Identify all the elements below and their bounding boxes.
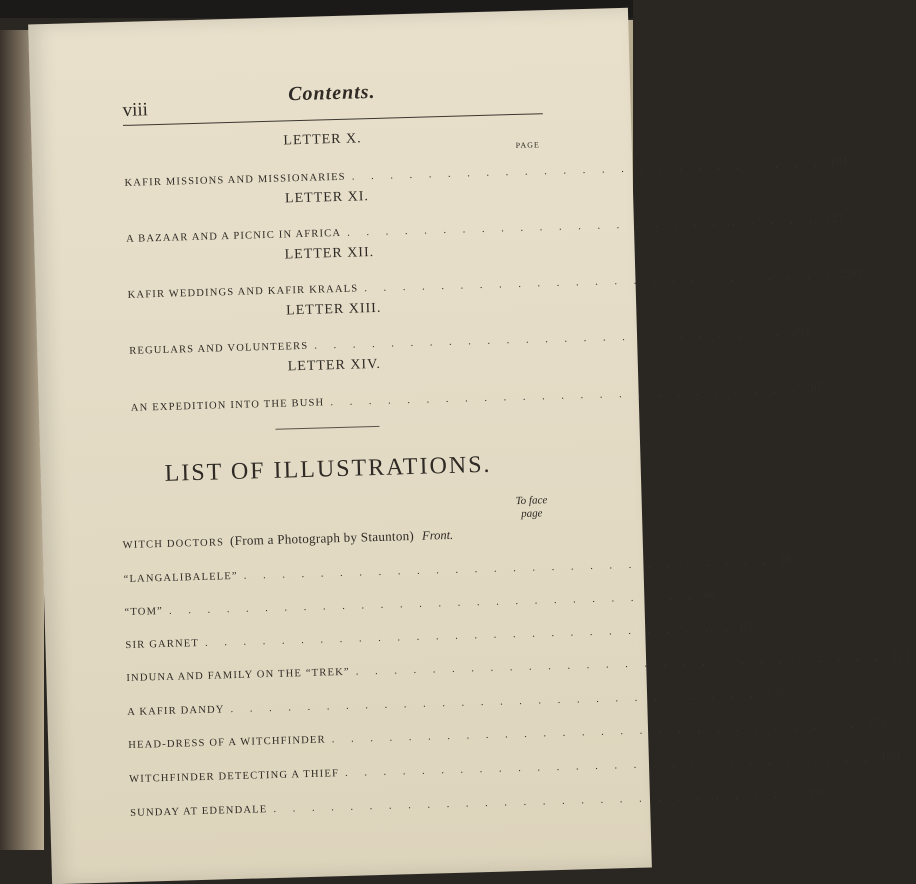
illustration-page: 18 <box>778 551 793 567</box>
leader-dots: . . . . . . . . . . . . . . . . . . . . . . . . . <box>351 158 824 183</box>
illustration-title: WITCHFINDER DETECTING A THIEF <box>129 768 340 786</box>
illustration-entry <box>124 586 718 619</box>
letter-heading: LETTER XIII. <box>285 300 382 319</box>
entry-title: A BAZAAR AND A PICNIC IN AFRICA <box>125 227 342 245</box>
leader-dots: . . . . . . . . . . . . . . . . . . . . . . . . . . . . <box>243 555 774 582</box>
illustration-source: (From a Photograph by Staunton) <box>229 527 415 549</box>
entry-page: 307 <box>807 379 828 395</box>
leader-dots: . . . . . . . . . . . . . . . . . . . . . . . . . . . . <box>331 719 862 746</box>
illustration-page: 179 <box>866 714 887 731</box>
illustration-entry <box>122 524 552 552</box>
leader-dots: . . . . . . . . . . . . . . . . . . . . . . . . . <box>364 270 836 295</box>
contents-entry <box>125 209 845 246</box>
illustration-page: 197 <box>808 784 829 801</box>
entry-page: 281 <box>791 322 812 339</box>
entry-title: REGULARS AND VOLUNTEERS <box>129 340 309 357</box>
entry-title: KAFIR MISSIONS AND MISSIONARIES <box>124 171 346 189</box>
header-rule <box>123 113 543 126</box>
illustration-title: HEAD-DRESS OF A WITCHFINDER <box>128 734 326 752</box>
illustration-title: “LANGALIBALELE” <box>123 570 238 586</box>
illustration-title: INDUNA AND FAMILY ON THE “TREK” <box>126 666 350 685</box>
illustration-title: SUNDAY AT EDENDALE <box>130 804 268 819</box>
entry-title: AN EXPEDITION INTO THE BUSH <box>130 397 325 414</box>
to-face-page-label <box>515 494 547 521</box>
contents-entry <box>130 379 828 415</box>
page-column-label: PAGE <box>515 140 540 150</box>
running-title: Contents. <box>287 80 376 106</box>
entry-page: 191 <box>828 153 849 170</box>
contents-entry <box>124 153 849 190</box>
leader-dots: . . . . . . . . . . . . . . . . . . . . . . . . . . . . <box>168 591 699 617</box>
illustration-title: A KAFIR DANDY <box>127 704 225 719</box>
letter-heading: LETTER XI. <box>284 189 370 207</box>
illustration-page: 66 <box>703 586 718 602</box>
illustration-page: Front. <box>421 527 454 543</box>
illustration-page: 121 <box>890 647 911 663</box>
face-label-line: page <box>520 507 543 520</box>
contents-entry <box>129 322 812 358</box>
leader-dots: . . . . . . . . . . . . . . . . . . . . . . . . . . . . <box>273 789 803 815</box>
letter-heading: LETTER X. <box>283 131 362 149</box>
illustration-page: 138 <box>765 684 786 701</box>
leader-dots: . . . . . . . . . . . . . . . . . . . . . . . . . <box>347 214 819 239</box>
illustration-entry <box>129 748 900 786</box>
illustration-entry <box>125 618 754 652</box>
book-page <box>28 8 911 884</box>
face-label-line: To face <box>515 494 548 508</box>
illustrations-title: LIST OF ILLUSTRATIONS. <box>164 451 492 487</box>
page-number: viii <box>122 99 149 121</box>
section-divider <box>275 426 379 430</box>
letter-heading: LETTER XIV. <box>287 356 382 375</box>
entry-page: 221 <box>824 209 845 226</box>
leader-dots: . . . . . . . . . . . . . . . . . . . . . . . . . . . . <box>344 753 875 779</box>
illustration-page: 69 <box>739 618 754 634</box>
illustration-entry <box>126 647 911 685</box>
illustration-entry <box>130 784 829 820</box>
entry-page: 250 <box>841 265 862 281</box>
leader-dots: . . . . . . . . . . . . . . . . . . . . . . . . . . . . <box>230 689 760 716</box>
illustration-entry <box>127 684 786 719</box>
leader-dots: . . . . . . . . . . . . . . . . . . . . . . . . . <box>330 384 802 409</box>
contents-entry <box>127 265 862 302</box>
leader-dots: . . . . . . . . . . . . . . . . . . . . . . . . . <box>314 327 786 352</box>
entry-title: KAFIR WEDDINGS AND KAFIR KRAALS <box>127 283 359 301</box>
illustration-title: “TOM” <box>124 606 164 619</box>
leader-dots: . . . . . . . . . . . . . . . . . . . . . . . . . . . . <box>204 623 735 649</box>
illustration-entry <box>123 551 793 586</box>
illustration-title: WITCH DOCTORS <box>122 537 225 552</box>
letter-heading: LETTER XII. <box>284 244 375 263</box>
illustration-title: SIR GARNET <box>125 638 200 652</box>
illustration-page: 180 <box>879 748 900 765</box>
leader-dots: . . . . . . . . . . . . . . . . . . . . . . . . . . . . <box>355 651 886 678</box>
illustration-entry <box>128 714 887 752</box>
